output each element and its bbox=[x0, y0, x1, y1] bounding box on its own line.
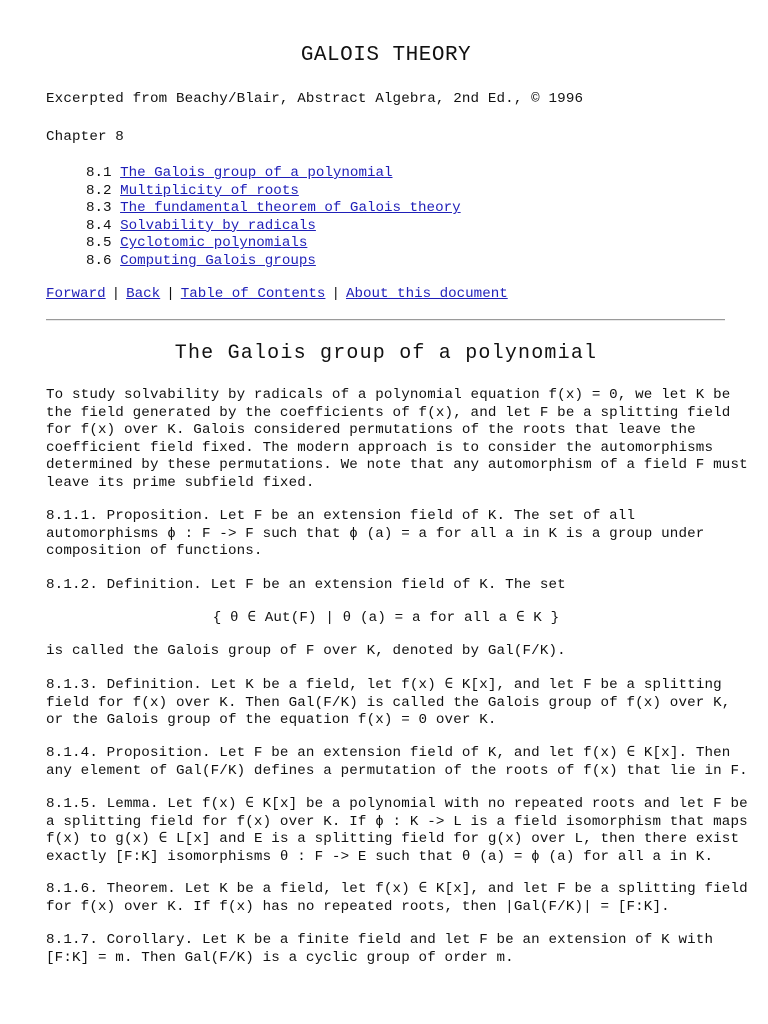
excerpt-note: Excerpted from Beachy/Blair, Abstract Algebra, 2nd Ed., © 1996 bbox=[46, 91, 584, 107]
toc-link-computing[interactable]: Computing Galois groups bbox=[120, 252, 316, 269]
forward-link[interactable]: Forward bbox=[46, 286, 106, 302]
definition-8-1-3 bbox=[46, 677, 731, 730]
section-heading: The Galois group of a polynomial bbox=[174, 342, 598, 365]
text-line: To study solvability by radicals of a polynomial equation f(x) = 0, we let K be bbox=[46, 387, 731, 403]
toc-item bbox=[86, 165, 461, 183]
text-line: exactly [F:K] isomorphisms θ : F -> E such that θ (a) = ϕ (a) for all a in K. bbox=[46, 848, 714, 865]
text-line: 8.1.4. Proposition. Let F be an extension field of K, and let f(x) ∈ K[x]. Then bbox=[46, 745, 731, 761]
text-line: 8.1.2. Definition. Let F be an extension field of K. The set bbox=[46, 577, 566, 593]
toc-item bbox=[86, 218, 461, 236]
lemma-8-1-5 bbox=[46, 796, 748, 866]
toc-number: 8.4 bbox=[86, 217, 112, 234]
toc-link-cyclotomic[interactable]: Cyclotomic polynomials bbox=[120, 235, 308, 252]
text-line: the field generated by the coefficients of f(x), and let F be a splitting field bbox=[46, 404, 731, 421]
definition-8-1-2-cont bbox=[46, 643, 726, 661]
nav-separator: | bbox=[331, 286, 340, 302]
text-line: 8.1.3. Definition. Let K be a field, let f(x) ∈ K[x], and let F be a splitting bbox=[46, 677, 722, 693]
text-line: for f(x) over K. If f(x) has no repeated roots, then |Gal(F/K)| = [F:K]. bbox=[46, 898, 670, 915]
toc-link-solvability[interactable]: Solvability by radicals bbox=[120, 217, 316, 234]
table-of-contents bbox=[86, 165, 461, 271]
chapter-label: Chapter 8 bbox=[46, 129, 124, 145]
nav-separator: | bbox=[111, 286, 121, 302]
page-title: GALOIS THEORY bbox=[300, 44, 472, 67]
toc-item bbox=[86, 183, 461, 201]
toc-number: 8.2 bbox=[86, 182, 112, 199]
proposition-8-1-1 bbox=[46, 508, 726, 561]
toc-link-galois-group[interactable]: The Galois group of a polynomial bbox=[120, 165, 393, 181]
toc-item bbox=[86, 253, 461, 271]
toc-item bbox=[86, 235, 461, 253]
text-line: [F:K] = m. Then Gal(F/K) is a cyclic group of order m. bbox=[46, 949, 514, 966]
toc-number: 8.5 bbox=[86, 235, 112, 252]
table-of-contents-link[interactable]: Table of Contents bbox=[180, 286, 326, 302]
theorem-8-1-6 bbox=[46, 881, 748, 916]
toc-number: 8.1 bbox=[86, 165, 112, 181]
navigation-bar bbox=[46, 286, 508, 302]
nav-separator: | bbox=[166, 286, 175, 302]
text-line: 8.1.1. Proposition. Let F be an extension field of K. The set of all bbox=[46, 508, 636, 524]
text-line: is called the Galois group of F over K, denoted by Gal(F/K). bbox=[46, 643, 566, 659]
text-line: 8.1.6. Theorem. Let K be a field, let f(x) ∈ K[x], and let F be a splitting field bbox=[46, 881, 748, 897]
text-line: leave its prime subfield fixed. bbox=[46, 474, 315, 491]
toc-number: 8.3 bbox=[86, 200, 112, 217]
text-line: determined by these permutations. We note that any automorphism of a field F must bbox=[46, 457, 748, 473]
toc-link-fundamental-theorem[interactable]: The fundamental theorem of Galois theory bbox=[120, 200, 461, 217]
text-line: coefficient field fixed. The modern approach is to consider the automorphisms bbox=[46, 439, 714, 456]
toc-number: 8.6 bbox=[86, 252, 112, 269]
text-line: or the Galois group of the equation f(x) = 0 over K. bbox=[46, 712, 497, 728]
text-line: automorphisms ϕ : F -> F such that ϕ (a) = a for all a in K is a group under bbox=[46, 525, 705, 542]
toc-link-multiplicity[interactable]: Multiplicity of roots bbox=[120, 182, 299, 199]
text-line: f(x) to g(x) ∈ L[x] and E is a splitting field for g(x) over L, then there exist bbox=[46, 831, 740, 847]
galois-set-expression bbox=[46, 610, 726, 628]
text-line: 8.1.5. Lemma. Let f(x) ∈ K[x] be a polynomial with no repeated roots and let F be bbox=[46, 796, 748, 812]
formula-line: { θ ∈ Aut(F) | θ (a) = a for all a ∈ K } bbox=[212, 610, 560, 626]
text-line: any element of Gal(F/K) defines a permutation of the roots of f(x) that lie in F. bbox=[46, 762, 748, 779]
text-line: 8.1.7. Corollary. Let K be a finite field and let F be an extension of K with bbox=[46, 932, 714, 948]
back-link[interactable]: Back bbox=[126, 286, 161, 302]
intro-paragraph bbox=[46, 387, 748, 492]
text-line: composition of functions. bbox=[46, 543, 263, 559]
horizontal-rule bbox=[46, 319, 725, 321]
text-line: field for f(x) over K. Then Gal(F/K) is called the Galois group of f(x) over K, bbox=[46, 694, 731, 711]
definition-8-1-2 bbox=[46, 577, 726, 595]
proposition-8-1-4 bbox=[46, 745, 748, 780]
about-document-link[interactable]: About this document bbox=[345, 286, 508, 302]
toc-item bbox=[86, 200, 461, 218]
text-line: for f(x) over K. Galois considered permutations of the roots that leave the bbox=[46, 422, 696, 438]
corollary-8-1-7 bbox=[46, 932, 726, 967]
text-line: a splitting field for f(x) over K. If ϕ : K -> L is a field isomorphism that maps bbox=[46, 813, 748, 830]
